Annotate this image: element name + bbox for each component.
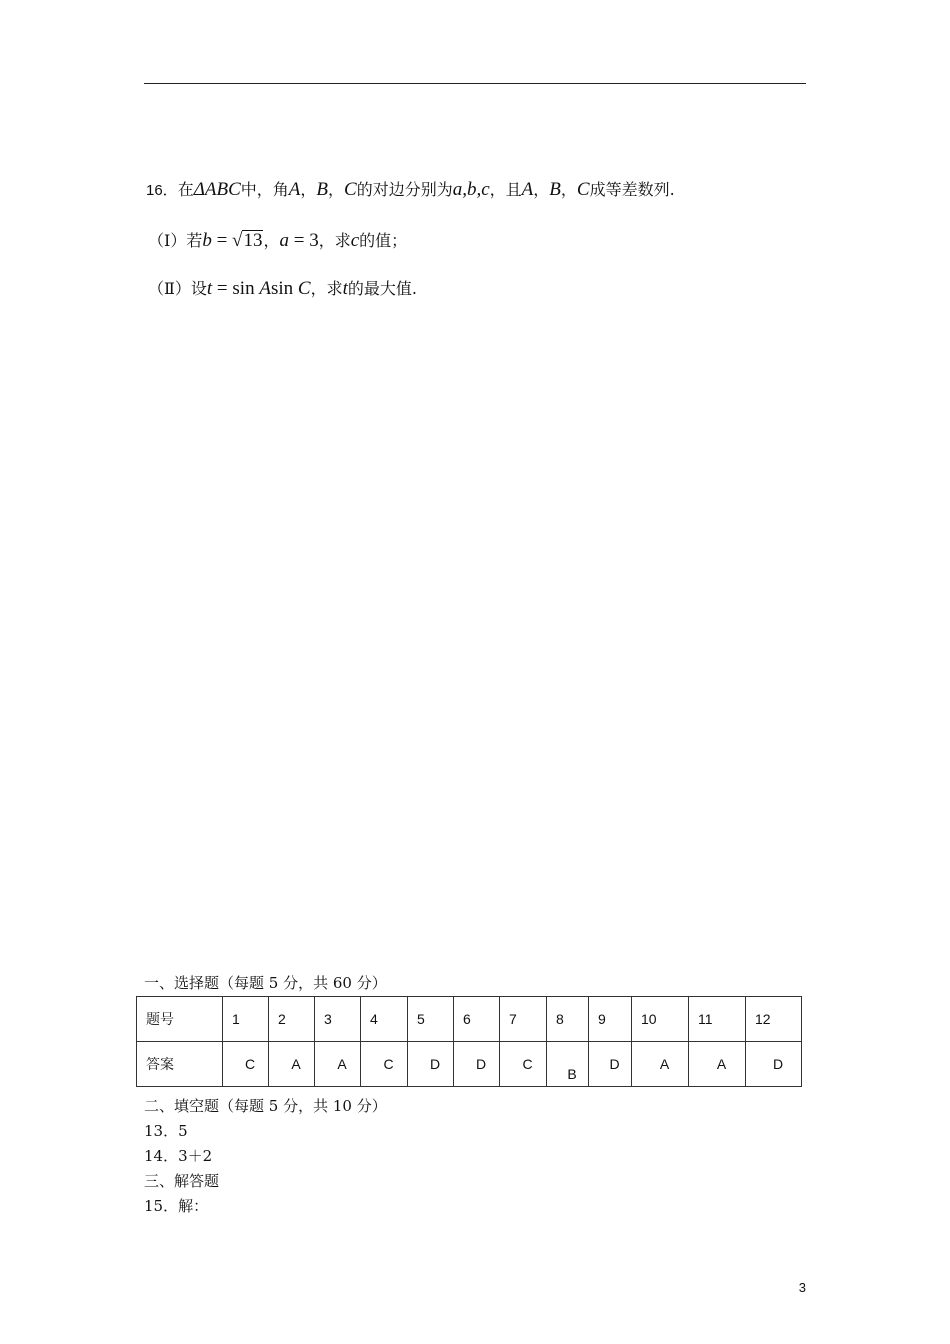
cell-text: B [567, 1066, 577, 1082]
equals: = [212, 278, 233, 299]
var-a: a [279, 230, 289, 251]
cell-text: 7 [509, 1011, 517, 1027]
cell-text: 4 [370, 1011, 378, 1027]
cell-text: D [429, 1056, 441, 1072]
comma: ， [263, 231, 280, 250]
table-cell [632, 997, 689, 1042]
table-cell [408, 997, 454, 1042]
table-cell [315, 997, 361, 1042]
part-label: （Ⅰ）若 [148, 231, 203, 250]
text: ，求 [310, 279, 343, 298]
var-a-upper: A [521, 179, 534, 200]
text: 的最大值. [347, 279, 417, 298]
text: 在 [177, 180, 194, 199]
cell-text: A [337, 1056, 347, 1072]
text: ，且 [489, 180, 522, 199]
var-a-upper: A [288, 179, 301, 200]
text: 中，角 [240, 180, 289, 199]
table-cell [269, 997, 315, 1042]
var-b-upper: B [549, 179, 561, 200]
var-a-upper: A [259, 278, 271, 299]
table-cell [269, 1042, 315, 1087]
sqrt-value: 13 [243, 230, 263, 251]
answer-table [136, 996, 802, 1087]
header-rule [144, 83, 806, 84]
table-cell [589, 1042, 632, 1087]
table-cell [500, 1042, 547, 1087]
header-cell [137, 1042, 223, 1087]
table-cell [361, 997, 408, 1042]
table-cell [361, 1042, 408, 1087]
cell-text: 10 [641, 1011, 657, 1027]
table-cell [454, 997, 500, 1042]
var-c: c [350, 230, 360, 251]
var-b: b [202, 230, 212, 251]
section-choice-title: 一、选择题（每题 5 分，共 60 分） [144, 974, 387, 992]
cell-text: A [659, 1056, 670, 1072]
sin: sin [270, 278, 298, 299]
table-cell [746, 1042, 802, 1087]
triangle-abc: ΔABC [193, 179, 241, 200]
cell-text: 1 [232, 1011, 240, 1027]
cell-text: 6 [463, 1011, 471, 1027]
cell-text: 12 [755, 1011, 771, 1027]
table-cell [454, 1042, 500, 1087]
cell-text: A [716, 1056, 727, 1072]
question-16-part-1 [148, 228, 407, 252]
comma: ， [300, 180, 317, 199]
table-cell [223, 1042, 269, 1087]
var-c-upper: C [297, 278, 311, 299]
header-cell [137, 997, 223, 1042]
var-abc: a,b,c [452, 179, 490, 200]
answer-13: 13．5 [144, 1122, 188, 1140]
table-row-answers [137, 1042, 802, 1087]
cell-text: C [522, 1056, 533, 1072]
table-cell [632, 1042, 689, 1087]
equals: = [289, 230, 310, 251]
question-16 [146, 177, 675, 201]
cell-text: D [772, 1056, 784, 1072]
text: 的对边分别为 [356, 180, 453, 199]
page-number: 3 [798, 1280, 806, 1295]
table-row-numbers [137, 997, 802, 1042]
cell-text: D [609, 1056, 620, 1072]
table-cell [746, 997, 802, 1042]
text: 成等差数列. [589, 180, 675, 199]
table-cell [689, 1042, 746, 1087]
cell-text: D [475, 1056, 487, 1072]
table-cell [500, 997, 547, 1042]
cell-text: 5 [417, 1011, 425, 1027]
var-c-upper: C [344, 179, 357, 200]
table-cell [547, 1042, 589, 1087]
var-c-upper: C [576, 179, 590, 200]
question-16-part-2 [148, 276, 417, 300]
section-fill-title: 二、填空题（每题 5 分，共 10 分） [144, 1097, 387, 1115]
question-number: 16． [146, 182, 178, 199]
table-cell [408, 1042, 454, 1087]
answer-14: 14．3＋2 [144, 1147, 213, 1165]
cell-text: 11 [698, 1011, 713, 1027]
var-t: t [206, 278, 213, 299]
text: ，求 [318, 231, 351, 250]
cell-text: 3 [324, 1011, 332, 1027]
sqrt-sign: √ [232, 230, 243, 251]
a-value: 3 [309, 230, 319, 251]
equals: = [211, 230, 233, 251]
sin: sin [232, 278, 260, 299]
cell-text: 9 [598, 1011, 606, 1027]
answer-15: 15．解： [144, 1197, 209, 1215]
cell-text: 8 [556, 1011, 564, 1027]
table-cell [315, 1042, 361, 1087]
cell-text: C [244, 1056, 256, 1072]
var-t: t [342, 278, 348, 299]
cell-text: 题号 [146, 1011, 174, 1027]
table-cell [547, 997, 589, 1042]
text: 的值； [359, 231, 408, 250]
table-cell [689, 997, 746, 1042]
cell-text: C [383, 1056, 394, 1072]
cell-text: 2 [278, 1011, 286, 1027]
cell-text: A [291, 1056, 301, 1072]
var-b-upper: B [316, 179, 328, 200]
table-cell [223, 997, 269, 1042]
section-solve-title: 三、解答题 [144, 1172, 220, 1190]
comma: ， [560, 180, 577, 199]
table-cell [589, 997, 632, 1042]
comma: ， [533, 180, 550, 199]
cell-text: 答案 [146, 1056, 174, 1072]
part-label: （Ⅱ）设 [148, 279, 207, 298]
comma: ， [328, 180, 345, 199]
